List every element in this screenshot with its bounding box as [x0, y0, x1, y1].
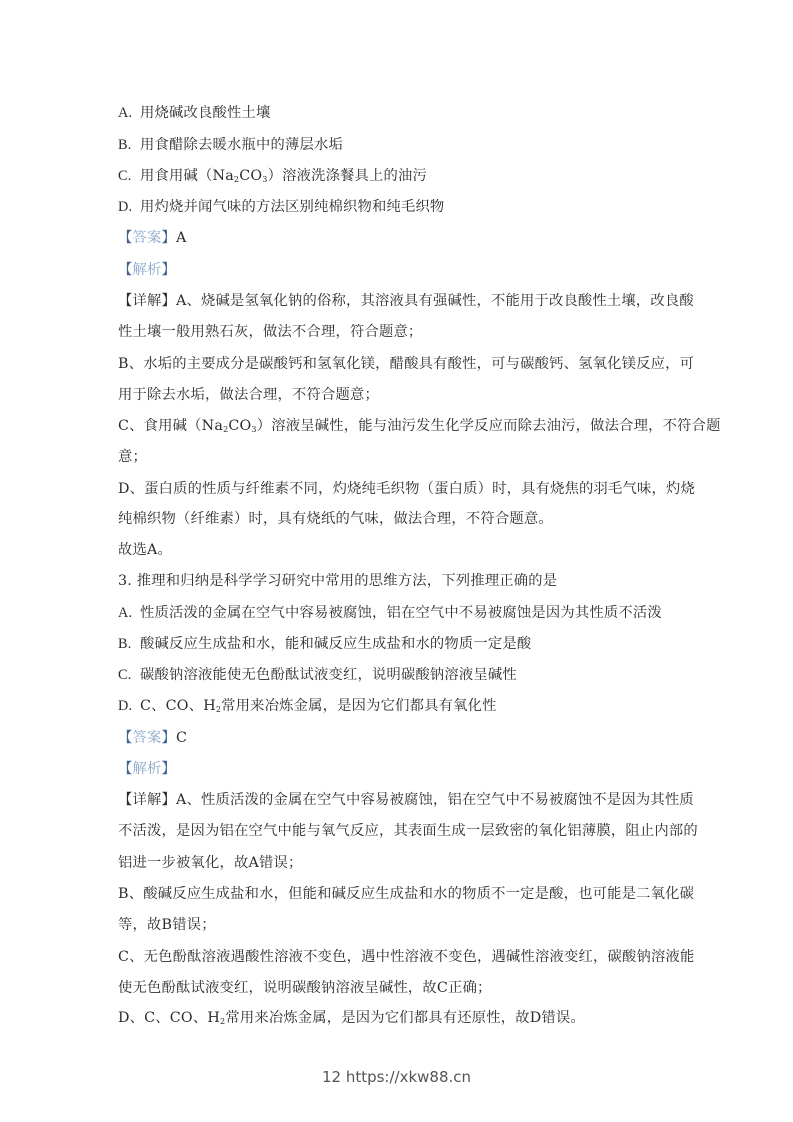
page-footer: 12 https://xkw88.cn [321, 1068, 472, 1086]
detail-text: CO [228, 418, 252, 434]
option-label: C. [118, 667, 132, 683]
option-label: C. [118, 168, 132, 184]
q2-option-d [118, 198, 444, 216]
q2-detail-line: 纯棉织物（纤维素）时，具有烧纸的气味，做法合理，不符合题意。 [118, 511, 553, 527]
detail-text: A、性质活泼的金属在空气中容易被腐蚀，铝在空气中不易被腐蚀不是因为其性质 [176, 792, 694, 808]
q3-option-c [118, 666, 517, 684]
bracket-open: 【 [118, 230, 133, 246]
q2-option-b [118, 136, 343, 154]
q2-detail-line [118, 417, 721, 439]
option-label: A. [118, 105, 133, 121]
bracket-close: 】 [161, 792, 176, 808]
q3-detail-line: 不活泼，是因为铝在空气中能与氧气反应，其表面生成一层致密的氧化铝薄膜，阻止内部的 [118, 823, 698, 839]
subscript: 2 [233, 175, 240, 184]
detail-text: D、C、CO、H [118, 1010, 221, 1026]
option-label: D. [118, 199, 133, 215]
answer-value: C [176, 730, 188, 746]
bracket-open: 【 [118, 730, 133, 746]
subscript: 2 [220, 1017, 226, 1026]
option-label: A. [118, 605, 133, 621]
detail-text: C、食用碱（Na [118, 418, 224, 434]
detail-text: A、烧碱是氢氧化钠的俗称，其溶液具有强碱性，不能用于改良酸性土壤，改良酸 [176, 293, 694, 309]
q3-detail-line: 使无色酚酞试液变红，说明碳酸钠溶液呈碱性，故C正确； [118, 980, 492, 996]
subscript: 3 [262, 175, 268, 184]
q2-answer [118, 229, 187, 247]
option-text: 用灼烧并闻气味的方法区别纯棉织物和纯毛织物 [140, 199, 445, 215]
q3-detail-line: C、无色酚酞溶液遇酸性溶液不变色，遇中性溶液不变色，遇碱性溶液变红，碳酸钠溶液能 [118, 949, 695, 965]
q3-option-d [118, 697, 497, 719]
q3-option-b [118, 635, 531, 653]
option-text: 用烧碱改良酸性土壤 [140, 105, 271, 121]
option-text: 常用来冶炼金属，是因为它们都具有氧化性 [221, 698, 497, 714]
q2-conclusion: 故选A。 [118, 542, 173, 558]
option-text: C、CO、H [140, 698, 216, 714]
q3-analysis-heading [118, 760, 176, 778]
q3-detail-line [118, 791, 694, 809]
bracket-open: 【 [118, 293, 133, 309]
option-text: 性质活泼的金属在空气中容易被腐蚀，铝在空气中不易被腐蚀是因为其性质不活泼 [140, 605, 662, 621]
q2-detail-line: D、蛋白质的性质与纤维素不同，灼烧纯毛织物（蛋白质）时，具有烧焦的羽毛气味，灼烧 [118, 481, 696, 497]
option-label: B. [118, 636, 132, 652]
bracket-open: 【 [118, 262, 133, 278]
answer-value: A [176, 230, 187, 246]
answer-tag: 答案 [132, 730, 162, 746]
subscript: 2 [215, 705, 222, 714]
q2-detail-line: 性土壤一般用熟石灰，做法不合理，符合题意； [118, 324, 423, 340]
q2-detail-line [118, 292, 694, 310]
bracket-close: 】 [161, 262, 176, 278]
option-text: 用食用碱（Na [140, 168, 234, 184]
option-label: D. [118, 698, 133, 714]
bracket-close: 】 [161, 230, 176, 246]
option-text: 碳酸钠溶液能使无色酚酞试液变红，说明碳酸钠溶液呈碱性 [140, 667, 517, 683]
q3-stem: 3. 推理和归纳是科学学习研究中常用的思维方法，下列推理正确的是 [118, 573, 558, 589]
q3-detail-line [118, 1009, 585, 1031]
option-text: 酸碱反应生成盐和水，能和碱反应生成盐和水的物质一定是酸 [140, 636, 532, 652]
subscript: 3 [251, 425, 257, 434]
option-text: 用食醋除去暖水瓶中的薄层水垢 [140, 137, 343, 153]
subscript: 2 [223, 425, 229, 434]
q3-detail-line: B、酸碱反应生成盐和水，但能和碱反应生成盐和水的物质不一定是酸，也可能是二氧化碳 [118, 886, 695, 902]
q2-analysis-heading [118, 261, 176, 279]
bracket-close: 】 [161, 730, 176, 746]
analysis-tag: 解析 [132, 262, 162, 278]
answer-tag: 答案 [132, 230, 162, 246]
q3-answer [118, 729, 187, 747]
q2-option-a [118, 104, 270, 122]
q2-detail-line: 意； [118, 449, 147, 465]
detail-text: ）溶液呈碱性，能与油污发生化学反应而除去油污，做法合理，不符合题 [256, 418, 721, 434]
detail-text: 常用来冶炼金属，是因为它们都具有还原性，故D错误。 [225, 1010, 585, 1026]
detail-tag: 详解 [132, 293, 162, 309]
q3-detail-line: 等，故B错误； [118, 917, 216, 933]
q2-detail-line: 用于除去水垢，做法合理，不符合题意； [118, 387, 379, 403]
option-text: CO [239, 168, 263, 184]
bracket-open: 【 [118, 761, 133, 777]
option-text: ）溶液洗涤餐具上的油污 [267, 168, 428, 184]
bracket-close: 】 [161, 761, 176, 777]
q3-detail-line: 铝进一步被氧化，故A错误； [118, 855, 303, 871]
option-label: B. [118, 137, 132, 153]
bracket-open: 【 [118, 792, 133, 808]
q2-option-c [118, 167, 427, 189]
bracket-close: 】 [161, 293, 176, 309]
analysis-tag: 解析 [132, 761, 162, 777]
q2-detail-line: B、水垢的主要成分是碳酸钙和氢氧化镁，醋酸具有酸性，可与碳酸钙、氢氧化镁反应，可 [118, 356, 695, 372]
q3-option-a [118, 604, 662, 622]
detail-tag: 详解 [132, 792, 162, 808]
